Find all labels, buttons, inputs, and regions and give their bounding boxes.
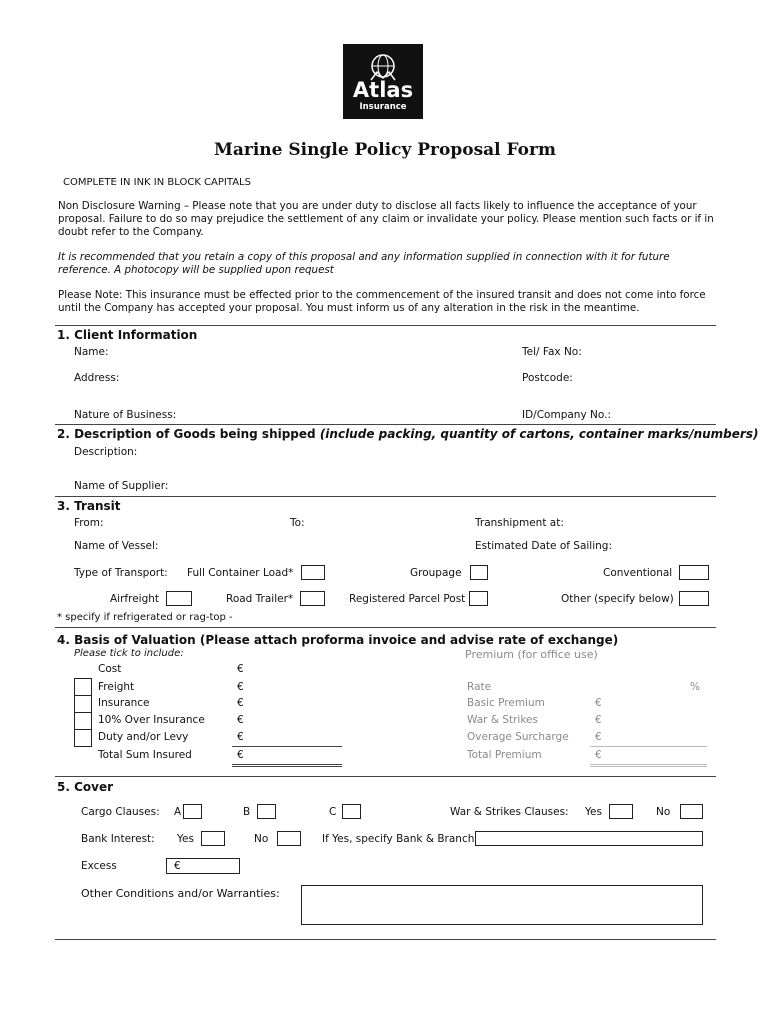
transhipment-label: Transhipment at: <box>475 517 564 529</box>
groupage-label: Groupage <box>410 567 462 579</box>
total-underline <box>232 766 342 767</box>
warning-line: proposal. Failure to do so may prejudice the settlement of any claim or invalidate your policy. Please mention such facts or if in <box>58 213 714 225</box>
vessel-label: Name of Vessel: <box>74 540 159 552</box>
section-1-title: 1. Client Information <box>57 328 198 342</box>
currency-symbol: € <box>237 714 244 726</box>
freight-checkbox[interactable] <box>74 678 92 696</box>
currency-symbol: € <box>237 731 244 743</box>
transport-type-label: Type of Transport: <box>74 567 168 579</box>
warning-line: doubt refer to the Company. <box>58 226 204 238</box>
currency-symbol: € <box>237 697 244 709</box>
currency-symbol: € <box>237 749 244 761</box>
parcel-post-label: Registered Parcel Post <box>349 593 466 605</box>
war-strikes-label: War & Strikes Clauses: <box>450 806 569 818</box>
bank-interest-label: Bank Interest: <box>81 833 155 845</box>
clause-b-label: B <box>243 806 251 818</box>
premium-total-underline <box>590 764 707 765</box>
client-name-label: Name: <box>74 346 109 358</box>
conventional-checkbox[interactable] <box>679 565 709 580</box>
section-2-title <box>57 427 758 441</box>
excess-currency: € <box>174 860 181 872</box>
other-conditions-label: Other Conditions and/or Warranties: <box>81 887 280 900</box>
war-yes-label: Yes <box>585 806 602 818</box>
currency-symbol: € <box>237 681 244 693</box>
currency-symbol: € <box>595 749 602 761</box>
section-divider <box>55 496 716 497</box>
total-underline <box>232 764 342 765</box>
premium-item: War & Strikes <box>467 714 538 726</box>
bank-yes-checkbox[interactable] <box>201 831 225 846</box>
clause-b-checkbox[interactable] <box>257 804 276 819</box>
bottom-rule <box>55 939 716 940</box>
form-title: Marine Single Policy Proposal Form <box>214 140 556 160</box>
recommend-line: reference. A photocopy will be supplied upon request <box>58 264 334 276</box>
clause-c-label: C <box>329 806 337 818</box>
logo-brand: Atlas <box>352 78 414 102</box>
supplier-label: Name of Supplier: <box>74 480 169 492</box>
business-label: Nature of Business: <box>74 409 177 421</box>
to-label: To: <box>290 517 305 529</box>
note-line: until the Company has accepted your proposal. You must inform us of any alteration in the risk in the meantime. <box>58 302 640 314</box>
currency-symbol: € <box>595 731 602 743</box>
note-line: Please Note: This insurance must be effected prior to the commencement of the insured transit and does not come into force <box>58 289 706 301</box>
premium-item: Rate <box>467 681 492 693</box>
excess-input[interactable] <box>166 858 240 874</box>
bank-no-label: No <box>254 833 269 845</box>
premium-item: Overage Surcharge <box>467 731 569 743</box>
valuation-item: Insurance <box>98 697 150 709</box>
parcel-post-checkbox[interactable] <box>469 591 488 606</box>
fcl-label: Full Container Load* <box>187 567 294 579</box>
road-trailer-checkbox[interactable] <box>300 591 325 606</box>
road-trailer-label: Road Trailer* <box>226 593 294 605</box>
please-note-text <box>58 289 718 315</box>
over-insurance-checkbox[interactable] <box>74 712 92 730</box>
other-transport-checkbox[interactable] <box>679 591 709 606</box>
cargo-clauses-label: Cargo Clauses: <box>81 806 160 818</box>
section-divider <box>55 325 716 326</box>
other-conditions-input[interactable] <box>301 885 703 925</box>
percent-symbol: % <box>690 681 700 693</box>
section-2-title-main: 2. Description of Goods being shipped <box>57 427 320 441</box>
clause-a-label: A <box>174 806 182 818</box>
tel-fax-label: Tel/ Fax No: <box>522 346 582 358</box>
premium-item: Basic Premium <box>467 697 545 709</box>
war-no-label: No <box>656 806 671 818</box>
bank-yes-label: Yes <box>177 833 194 845</box>
currency-symbol: € <box>237 663 244 675</box>
tick-instruction: Please tick to include: <box>74 648 184 659</box>
conventional-label: Conventional <box>603 567 673 579</box>
recommend-line: It is recommended that you retain a copy of this proposal and any information supplied in connection with it for future <box>58 251 670 263</box>
sailing-date-label: Estimated Date of Sailing: <box>475 540 612 552</box>
recommendation-text <box>58 251 718 277</box>
fcl-checkbox[interactable] <box>301 565 325 580</box>
airfreight-checkbox[interactable] <box>166 591 192 606</box>
logo-subtitle: Insurance <box>359 102 407 112</box>
valuation-item: Freight <box>98 681 135 693</box>
valuation-item: 10% Over Insurance <box>98 714 205 726</box>
warning-line: Non Disclosure Warning – Please note that you are under duty to disclose all facts likely to influence the acceptance of your <box>58 200 697 212</box>
non-disclosure-warning <box>58 200 718 239</box>
section-2-title-note: (include packing, quantity of cartons, container marks/numbers) <box>319 427 759 441</box>
atlas-logo <box>343 44 423 119</box>
other-transport-label: Other (specify below) <box>561 593 674 605</box>
instruction-text: COMPLETE IN INK IN BLOCK CAPITALS <box>63 177 251 188</box>
premium-total-underline <box>590 766 707 767</box>
section-4-title: 4. Basis of Valuation (Please attach proforma invoice and advise rate of exchange) <box>57 633 619 647</box>
airfreight-label: Airfreight <box>110 593 160 605</box>
bank-no-checkbox[interactable] <box>277 831 301 846</box>
currency-symbol: € <box>595 697 602 709</box>
section-5-title: 5. Cover <box>57 780 114 794</box>
currency-symbol: € <box>595 714 602 726</box>
section-divider <box>55 776 716 777</box>
description-label: Description: <box>74 446 138 458</box>
transit-footnote: * specify if refrigerated or rag-top - <box>57 612 233 623</box>
war-no-checkbox[interactable] <box>680 804 703 819</box>
clause-c-checkbox[interactable] <box>342 804 361 819</box>
valuation-item: Cost <box>98 663 122 675</box>
duty-levy-checkbox[interactable] <box>74 729 92 747</box>
premium-title: Premium (for office use) <box>465 648 598 661</box>
excess-label: Excess <box>81 860 117 872</box>
section-3-title: 3. Transit <box>57 499 121 513</box>
postcode-label: Postcode: <box>522 372 573 384</box>
company-id-label: ID/Company No.: <box>522 409 611 421</box>
clause-a-checkbox[interactable] <box>183 804 202 819</box>
section-divider <box>55 627 716 628</box>
premium-total-line <box>590 746 707 747</box>
insurance-checkbox[interactable] <box>74 695 92 713</box>
from-label: From: <box>74 517 104 529</box>
war-yes-checkbox[interactable] <box>609 804 633 819</box>
bank-branch-input[interactable] <box>475 831 703 846</box>
premium-item: Total Premium <box>467 749 542 761</box>
total-line <box>232 746 342 747</box>
bank-branch-label: If Yes, specify Bank & Branch <box>322 833 475 845</box>
valuation-item: Duty and/or Levy <box>98 731 189 743</box>
valuation-item: Total Sum Insured <box>98 749 192 761</box>
section-divider <box>55 424 716 425</box>
groupage-checkbox[interactable] <box>470 565 488 580</box>
address-label: Address: <box>74 372 120 384</box>
